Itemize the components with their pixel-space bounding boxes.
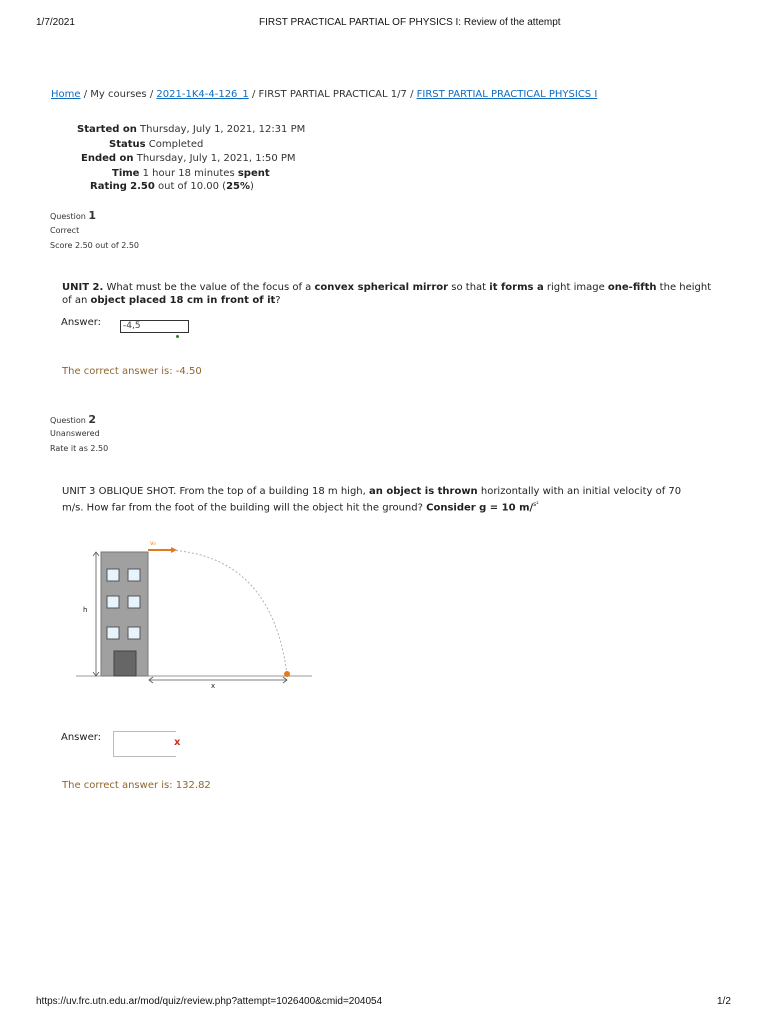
velocity-arrowhead <box>171 547 177 553</box>
q1-text-part: one-fifth <box>607 282 657 293</box>
q1-text-part: ? <box>275 295 281 306</box>
breadcrumb-practical: FIRST PARTIAL PRACTICAL 1/7 <box>258 89 407 100</box>
question-2-info <box>50 413 96 426</box>
correct-mark-icon <box>176 335 179 338</box>
breadcrumb-home-link[interactable]: Home <box>51 89 81 100</box>
print-date: 1/7/2021 <box>36 17 75 28</box>
window <box>128 569 140 581</box>
started-value: Thursday, July 1, 2021, 12:31 PM <box>140 124 306 135</box>
question-2-state: Unanswered <box>50 429 100 438</box>
ended-label: Ended on <box>81 153 134 164</box>
q1-text-part: object placed 18 cm in front of it <box>90 295 276 306</box>
time-label: Time <box>112 168 140 179</box>
started-label: Started on <box>77 124 137 135</box>
window <box>107 569 119 581</box>
rating-out-of: out of 10.00 ( <box>158 181 227 192</box>
velocity-label: v₀ <box>150 540 156 547</box>
incorrect-mark-icon: x <box>174 737 181 748</box>
question-number: 1 <box>88 209 96 222</box>
q2-text-part: UNIT 3 OBLIQUE SHOT. From the top of a building 18 m high, <box>62 486 369 497</box>
q2-text-part: Consider g = 10 m/ <box>426 502 534 514</box>
q1-text-part: it forms a <box>489 282 544 293</box>
window <box>128 627 140 639</box>
q1-text-part: so that <box>448 282 490 293</box>
question-label: Question <box>50 212 86 221</box>
time-value: 1 hour 18 minutes <box>142 168 235 179</box>
summary-rating <box>90 181 254 192</box>
window <box>107 627 119 639</box>
question-1-grade: Score 2.50 out of 2.50 <box>50 241 140 250</box>
print-url: https://uv.frc.utn.edu.ar/mod/quiz/review.php?attempt=1026400&cmid=204054 <box>36 996 383 1007</box>
question-2-answer-label: Answer: <box>61 732 102 743</box>
question-2-text <box>62 485 702 514</box>
breadcrumb-quiz-link[interactable]: FIRST PARTIAL PRACTICAL PHYSICS I <box>416 89 598 100</box>
question-2-grade: Rate it as 2.50 <box>50 444 109 453</box>
time-suffix: spent <box>237 168 270 179</box>
rating-percent: 25% <box>226 181 251 192</box>
question-1-state: Correct <box>50 226 80 235</box>
breadcrumb-separator: / <box>149 89 154 100</box>
summary-status <box>109 139 203 150</box>
question-1-answer-field[interactable]: -4,5 <box>120 320 189 333</box>
breadcrumb-separator: / <box>251 89 256 100</box>
summary-time <box>112 168 270 179</box>
impact-point <box>284 671 290 677</box>
building-door <box>114 651 136 676</box>
oblique-shot-diagram <box>70 532 320 692</box>
q2-text-part: s² <box>533 501 539 508</box>
q1-text-part: convex spherical mirror <box>314 282 449 293</box>
question-2-correct-answer: The correct answer is: 132.82 <box>62 780 211 791</box>
q1-text-part: What must be the value of the focus of a <box>103 282 315 293</box>
q1-text-part: UNIT 2. <box>62 282 104 293</box>
breadcrumb-my-courses: My courses <box>90 89 147 100</box>
question-1-text <box>62 281 712 307</box>
rating-value: 2.50 <box>130 181 155 192</box>
ended-value: Thursday, July 1, 2021, 1:50 PM <box>136 153 296 164</box>
rating-close: ) <box>250 181 254 192</box>
question-number: 2 <box>88 413 96 426</box>
trajectory-curve <box>148 550 287 674</box>
question-2-answer-field[interactable] <box>113 731 176 757</box>
status-value: Completed <box>148 139 204 150</box>
breadcrumb <box>51 89 597 100</box>
question-1-correct-answer: The correct answer is: -4.50 <box>62 366 202 377</box>
status-label: Status <box>109 139 146 150</box>
question-1-info <box>50 209 96 222</box>
q2-text-part: an object is thrown <box>368 486 478 497</box>
height-label: h <box>83 606 88 614</box>
rating-label: Rating <box>90 181 127 192</box>
window <box>128 596 140 608</box>
q1-text-part: right image <box>543 282 608 293</box>
summary-started <box>77 124 305 135</box>
breadcrumb-course-link[interactable]: 2021-1K4-4-126_1 <box>156 89 249 100</box>
breadcrumb-separator: / <box>410 89 414 100</box>
question-1-answer-label: Answer: <box>61 317 102 328</box>
distance-label: x <box>211 682 216 690</box>
q1-text-part: the height of an <box>62 282 712 306</box>
print-title: FIRST PRACTICAL PARTIAL OF PHYSICS I: Review of the attempt <box>259 17 561 28</box>
question-label: Question <box>50 416 86 425</box>
window <box>107 596 119 608</box>
q2-text-part: horizontally with an initial velocity of 70 m/s. How far from the foot of the building will the object hit the ground? <box>62 486 682 514</box>
summary-ended <box>81 153 296 164</box>
breadcrumb-separator: / <box>83 89 88 100</box>
print-page-number: 1/2 <box>717 996 731 1007</box>
